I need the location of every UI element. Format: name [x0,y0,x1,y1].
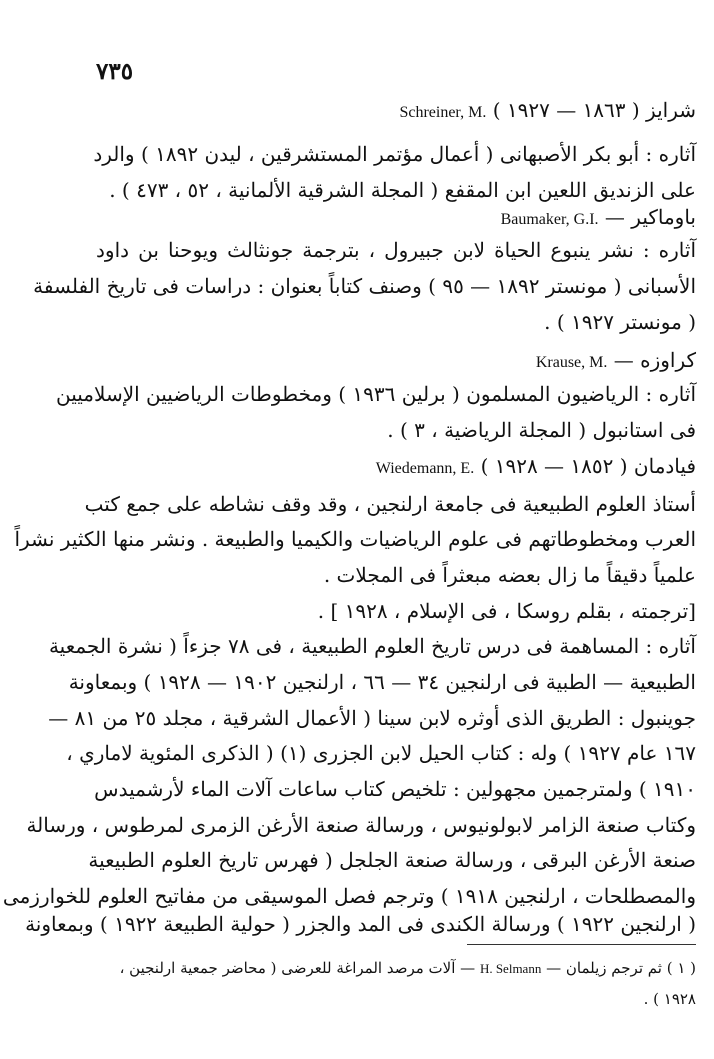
entry-text-line: جوينبول : الطريق الذى أوثره لابن سينا ( الأعمال الشرقية ، مجلد ٢٥ من ٨١ — [48,706,696,730]
entry-text-line: العرب ومخطوطاتهم فى علوم الرياضيات والكيميا والطبيعة . ونشر منها الكثير نشراً [14,527,696,551]
footnote-text-end: — آلات مرصد المراغة للعرضى ( محاضر جمعية ارلنجين ، [119,959,476,977]
entry-name-arabic: كراوزه — [613,348,696,372]
footnote-line: ١٩٢٨ ) . [643,990,696,1008]
entry-text-line: آثاره : أبو بكر الأصبهانى ( أعمال مؤتمر المستشرقين ، ليدن ١٨٩٢ ) والرد [93,142,696,166]
entry-text-line: الطبيعية — الطبية فى ارلنجين ٣٤ — ٦٦ ، ارلنجين ١٩٠٢ — ١٩٢٨ ) وبمعاونة [68,670,696,694]
entry-heading [96,452,696,483]
entry-text-line: صنعة الأرغن البرقى ، ورسالة صنعة الجلجل ( فهرس تاريخ العلوم الطبيعية [88,848,696,872]
entry-heading [96,203,696,234]
entry-name-latin: Baumaker, G.I. [500,211,599,228]
footnote-text-start: ( ١ ) ثم ترجم زيلمان — [546,959,696,977]
entry-name-latin: Schreiner, M. [399,104,487,121]
entry-text-line: علمياً دقيقاً ما زال بعضه مبعثراً فى المجلات . [323,563,696,587]
entry-text-line: ( ارلنجين ١٩٢٢ ) ورسالة الكندى فى المد والجزر ( حولية الطبيعة ١٩٢٢ ) وبمعاونة [25,912,696,936]
entry-text-line: والمصطلحات ، ارلنجين ١٩١٨ ) وترجم فصل الموسيقى من مفاتيح العلوم للخوارزمى [2,884,696,908]
entry-text-line: آثاره : المساهمة فى درس تاريخ العلوم الطبيعية ، فى ٧٨ جزءاً ( نشرة الجمعية [48,634,696,658]
entry-text-line: ١٩١٠ ) ولمترجمين مجهولين : تلخيص كتاب ساعات آلات الماء لأرشميدس [94,777,696,801]
entry-heading [96,96,696,127]
footnote-line [96,957,696,980]
entry-name-latin: Krause, M. [535,354,608,371]
entry-text-line: وكتاب صنعة الزامر لابولونيوس ، ورسالة صنعة الأرغن الزمرى لمرطوس ، ورسالة [26,813,696,837]
footnote-divider [467,944,696,945]
entry-name-latin: Wiedemann, E. [375,460,475,477]
entry-text-line: آثاره : الرياضيون المسلمون ( برلين ١٩٣٦ ) ومخطوطات الرياضيين الإسلاميين [56,382,696,406]
entry-text-line: ( مونستر ١٩٢٧ ) . [544,310,696,334]
footnote-name-latin: H. Selmann [479,961,542,976]
page-number: ٧٣٥ [96,58,134,85]
entry-text-line: أستاذ العلوم الطبيعية فى جامعة ارلنجين ، وقد وقف نشاطه على جمع كتب [84,492,696,516]
entry-name-arabic: شرايز ( ١٨٦٣ — ١٩٢٧ ) [492,98,696,122]
entry-text-line: ١٦٧ عام ١٩٢٧ ) وله : كتاب الحيل لابن الجزرى (١) ( الذكرى المئوية لاماري ، [66,741,696,765]
entry-text-line: [ترجمته ، بقلم روسكا ، فى الإسلام ، ١٩٢٨ ] . [317,599,696,623]
entry-name-arabic: فيادمان ( ١٨٥٢ — ١٩٢٨ ) [480,454,696,478]
entry-text-line: فى استانبول ( المجلة الرياضية ، ٣ ) . [387,418,696,442]
entry-name-arabic: باوماكير — [604,205,696,229]
entry-text-line: على الزنديق اللعين ابن المقفع ( المجلة الشرقية الألمانية ، ٥٢ ، ٤٧٣ ) . [109,178,696,202]
entry-text-line: آثاره : نشر ينبوع الحياة لابن جبيرول ، بترجمة جونثالث ويوحنا بن داود [96,238,696,262]
entry-heading [96,346,696,377]
entry-text-line: الأسبانى ( مونستر ١٨٩٢ — ٩٥ ) وصنف كتاباً بعنوان : دراسات فى تاريخ الفلسفة [33,274,696,298]
